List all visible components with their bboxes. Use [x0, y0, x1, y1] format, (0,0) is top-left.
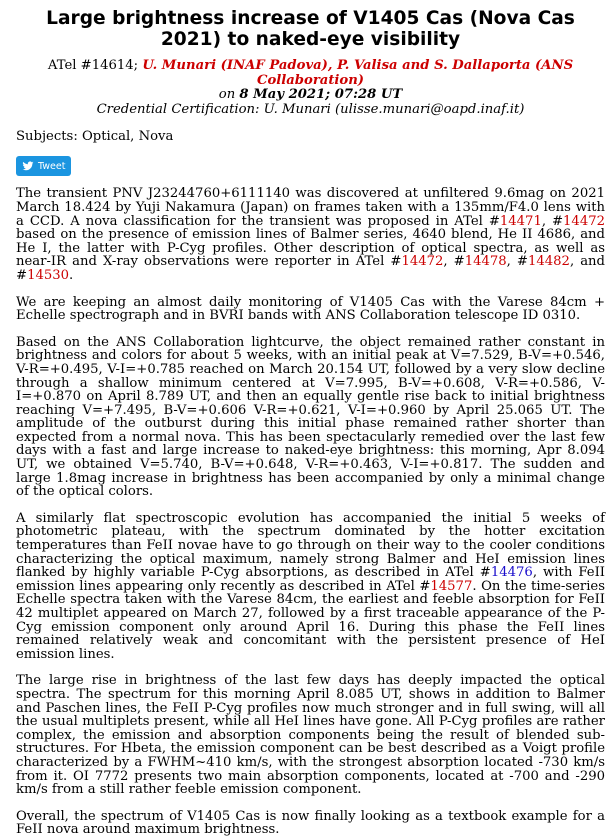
- atel-authors-line: [16, 59, 605, 88]
- paragraph-spectroscopic-evolution: A similarly flat spectroscopic evolution has accompanied the initial 5 weeks of photometric plateau, with the spectrum dominated by the hotter excitation temperatures than FeII novae have to go through on their way to the cooler conditions characterizing the optical maximum, namely strong Balmer and HeI emission lines flanked by highly variable P-Cyg absorptions, as described in ATel #14476, with FeII emission lines appearing only recently as described in ATel #14577. On the time-series Echelle spectra taken with the Varese 84cm, the earliest and feeble absorption for FeII 42 multiplet appeared on March 27, followed by a first traceable appearance of the P-Cyg emission component only around April 16. During this phase the FeII lines remained relatively weak and concomitant with the persistent presence of HeI emission lines.: [16, 510, 606, 662]
- paragraph-lightcurve: Based on the ANS Collaboration lightcurve, the object remained rather constant in brightness and colors for about 5 weeks, with an initial peak at V=7.529, B-V=+0.546, V-R=+0.495, V-I=+0.785 reached on March 20.154 UT, followed by a very slow decline through a shallow minimum centered at V=7.995, B-V=+0.608, V-R=+0.586, V-I=+0.870 on April 8.789 UT, and then an equally gentle rise back to initial brightness reaching V=+7.495, B-V=+0.606 V-R=+0.621, V-I=+0.960 by April 25.065 UT. The amplitude of the outburst during this initial phase remained rather shorter than expected from a normal nova. This has been spectacularly remedied over the last few days with a fast and large increase to naked-eye brightness: this morning, Apr 8.094 UT, we obtained V=5.740, B-V=+0.648, V-R=+0.463, V-I=+0.817. The sudden and large 1.8mag increase in brightness has been accompanied by only a minimal change of the optical colors.: [16, 334, 605, 500]
- publication-date: 8 May 2021; 07:28 UT: [239, 87, 403, 103]
- tweet-label: Tweet: [38, 160, 66, 172]
- atel-link-14476[interactable]: 14476: [490, 565, 533, 581]
- authors: U. Munari (INAF Padova), P. Valisa and S. Dallaporta (ANS Collaboration): [142, 58, 574, 88]
- atel-link-14472-b[interactable]: 14472: [401, 254, 444, 270]
- paragraph-optical-spectra: The large rise in brightness of the last few days has deeply impacted the optical spectra. The spectrum for this morning April 8.085 UT, shows in addition to Balmer and Paschen lines, the FeII P-Cyg profiles now much stronger and in full swing, will all the usual multiplets present, while all HeI lines have gone. All P-Cyg profiles are rather complex, the emission and absorption components being the result of blended sub-structures. For Hbeta, the emission component can be best described as a Voigt profile characterized by a FWHM~410 km/s, with the strongest absorption located -730 km/s from it. OI 7772 presents two main absorption components, located at -700 and -290 km/s from a still rather feeble emission component.: [16, 673, 605, 798]
- paragraph-conclusion: Overall, the spectrum of V1405 Cas is now finally looking as a textbook example for a FeII nova around maximum brightness.: [16, 808, 605, 837]
- tweet-button[interactable]: [16, 156, 71, 176]
- date-line: [16, 88, 605, 103]
- atel-link-14471[interactable]: 14471: [499, 213, 542, 229]
- atel-link-14478[interactable]: 14478: [464, 254, 507, 270]
- atel-link-14482[interactable]: 14482: [527, 254, 570, 270]
- atel-header: [16, 59, 605, 117]
- atel-number: ATel #14614;: [47, 58, 139, 73]
- paragraph-discovery: The transient PNV J23244760+6111140 was discovered at unfiltered 9.6mag on 2021 March 18.424 by Yuji Nakamura (Japan) on frames taken with a 135mm/F4.0 lens with a CCD. A nova classification for the transient was proposed in ATel #14471, #14472 based on the presence of emission lines of Balmer series, 4640 blend, He II 4686, and He I, the latter with P-Cyg profiles. Other description of optical spectra, as well as near-IR and X-ray observations were reporter in ATel #14472, #14478, #14482, and #14530.: [16, 186, 605, 283]
- atel-link-14577[interactable]: 14577: [430, 578, 473, 594]
- credential-certification: Credential Certification: U. Munari (ulisse.munari@oapd.inaf.it): [96, 101, 525, 117]
- paragraph-monitoring: We are keeping an almost daily monitoring of V1405 Cas with the Varese 84cm + Echelle spectrograph and in BVRI bands with ANS Collaboration telescope ID 0310.: [16, 294, 605, 324]
- subjects: Subjects: Optical, Nova: [16, 129, 174, 145]
- atel-page: [16, 0, 605, 837]
- twitter-bird-icon: [22, 160, 34, 172]
- atel-link-14472[interactable]: 14472: [563, 213, 605, 229]
- page-title: Large brightness increase of V1405 Cas (Nova Cas 2021) to naked-eye visibility: [46, 8, 575, 50]
- atel-link-14530[interactable]: 14530: [27, 267, 70, 283]
- date-prefix: on: [218, 87, 236, 103]
